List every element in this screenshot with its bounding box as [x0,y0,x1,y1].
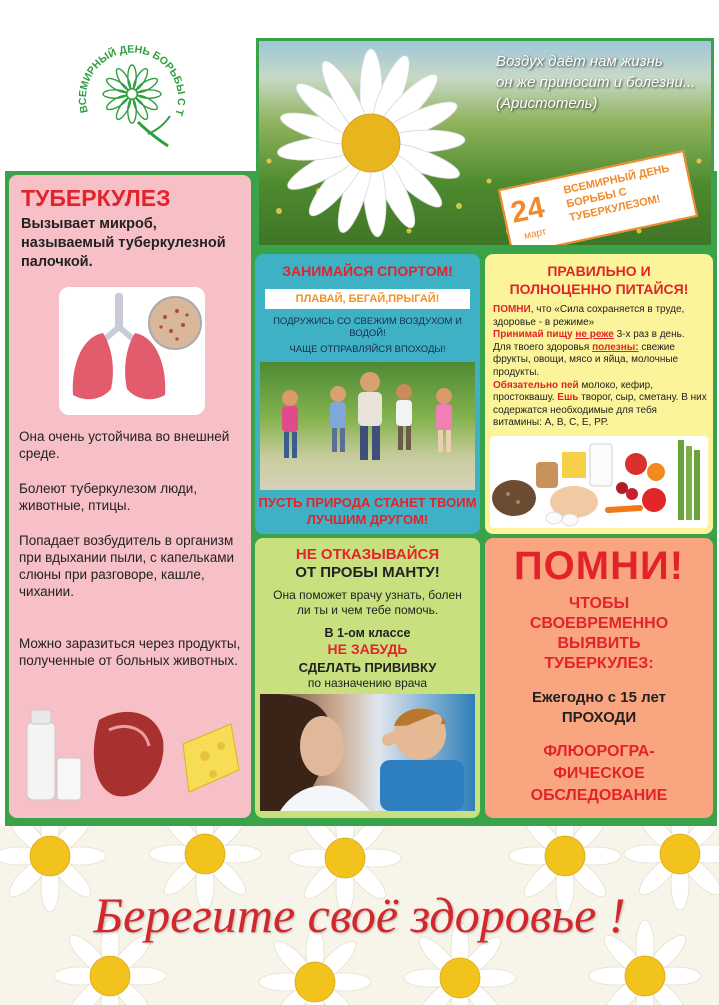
food-eat-text: 3-х раз в день. [613,329,685,341]
remind-yearly: Ежегодно с 15 лет [532,689,666,706]
tb-text-3: Попадает возбудитель в организм при вдыхании пыли, с капельками слюны при разговоре, кашле, чихании. [19,533,235,599]
dairy-meat-cheese-icon [17,700,247,808]
tuberculosis-panel [9,175,251,818]
lungs-image [59,287,205,415]
remind-panel [485,538,713,818]
mantu-title [255,546,480,582]
tb-text-4: Можно заразиться через продукты, полученные от больных животных. [19,636,241,668]
mantu-prescription: по назначению врача [307,676,428,690]
sport-footer: ПУСТЬ ПРИРОДА СТАНЕТ ТВОИМ ЛУЧШИМ ДРУГОМ! [258,495,477,527]
tb-text-2: Болеют туберкулезом люди, животные, птицы. [19,481,198,513]
chamomile-photo [256,38,714,248]
quote-line-1: Воздух даёт нам жизнь [496,53,663,70]
mantu-dont-forget: НЕ ЗАБУДЬ [327,641,408,657]
remind-line-3: ВЫЯВИТЬ [557,635,641,652]
remind-line-5: ФЛЮОРОГРА- [543,743,655,760]
mantu-text: Она поможет врачу узнать, болен ли ты и чем тебе помочь. [273,588,462,617]
food-eat-not-less: не реже [575,329,614,341]
mantu-vaccine: СДЕЛАТЬ ПРИВИВКУ [298,660,437,675]
food-healthy-pre: Для твоего здоровья [493,341,593,353]
remind-line-1: ЧТОБЫ [568,595,630,612]
logo [66,30,198,162]
food-title-line-1: ПРАВИЛЬНО И [547,263,651,279]
tb-intro: Вызывает микроб, называемый туберкулезной палочкой. [21,216,226,270]
remind-title: ПОМНИ! [513,544,685,588]
food-body [493,304,707,430]
nutrition-panel [485,254,713,534]
sport-title: ЗАНИМАЙСЯ СПОРТОМ! [282,263,453,279]
sport-line-1: ПОДРУЖИСЬ СО СВЕЖИМ ВОЗДУХОМ И ВОДОЙ! [273,316,462,339]
sport-line-2: ЧАЩЕ ОТПРАВЛЯЙСЯ ВПОХОДЫ! [289,344,446,355]
food-remember-text: , что «Сила сохраняется в труде, здоровье - в режиме» [493,304,685,328]
lungs-icon [59,287,205,415]
mantu-title-line-1: НЕ ОТКАЗЫВАЙСЯ [295,546,440,563]
quote-line-2: он же приносит и болезни... [496,74,696,91]
chamomile-logo-icon [66,30,198,162]
remind-line-6: ФИЧЕСКОЕ [553,765,645,782]
food-drink-text: молоко, кефир, простоквашу. [493,379,654,404]
running-kids-icon [260,362,475,490]
doctor-photo [260,694,475,811]
remind-go: ПРОХОДИ [561,709,637,726]
food-eat-label: Принимай пищу [493,329,573,341]
date-month: март [523,226,548,242]
remind-line-2: СВОЕВРЕМЕННО [529,615,669,632]
tb-title: ТУБЕРКУЛЕЗ [21,185,171,211]
logo-arc-text: ВСЕМИРНЫЙ ДЕНЬ БОРЬБЫ С Т [76,43,188,118]
food-eat2-text: творог, сыр, сметану. В них содержатся необходимые для тебя витамины: А, В, С, Е, РР. [493,392,707,429]
mantu-title-line-2: ОТ ПРОБЫ МАНТУ! [295,564,440,581]
svg-text:ВСЕМИРНЫЙ ДЕНЬ БОРЬБЫ С ТУБЕРК [66,30,187,118]
quote-author: (Аристотель) [496,95,598,112]
bottom-banner [0,826,719,1005]
date-day: 24 [507,190,548,230]
remind-line-7: ОБСЛЕДОВАНИЕ [530,787,668,804]
healthy-food-icon [490,436,708,528]
food-remember-label: ПОМНИ [493,304,531,315]
remind-line-4: ТУБЕРКУЛЕЗ: [544,655,654,672]
food-drink-label: Обязательно пей [493,379,579,391]
mantu-grade: В 1-ом классе [324,626,411,640]
food-healthy-text: свежие фрукты, овощи, мясо и яйца, молочные продукты. [493,341,679,378]
food-title-line-2: ПОЛНОЦЕННО ПИТАЙСЯ! [509,281,689,297]
aristotle-quote [496,51,701,114]
date-badge-text: ВСЕМИРНЫЙ ДЕНЬ БОРЬБЫ С ТУБЕРКУЛЕЗОМ! [562,162,671,225]
slogan: Берегите своё здоровье ! [93,887,626,943]
sport-bar: ПЛАВАЙ, БЕГАЙ,ПРЫГАЙ! [265,289,470,309]
food-healthy-label: полезны: [592,341,639,353]
tb-text-1: Она очень устойчива во внешней среде. [19,429,230,461]
food-eat2-label: Ешь [557,392,579,404]
mantu-panel [255,538,480,818]
food-photo [490,436,708,528]
food-title [485,262,713,298]
doctor-child-icon [260,694,475,811]
running-kids-photo [260,362,475,490]
sport-panel [255,254,480,534]
